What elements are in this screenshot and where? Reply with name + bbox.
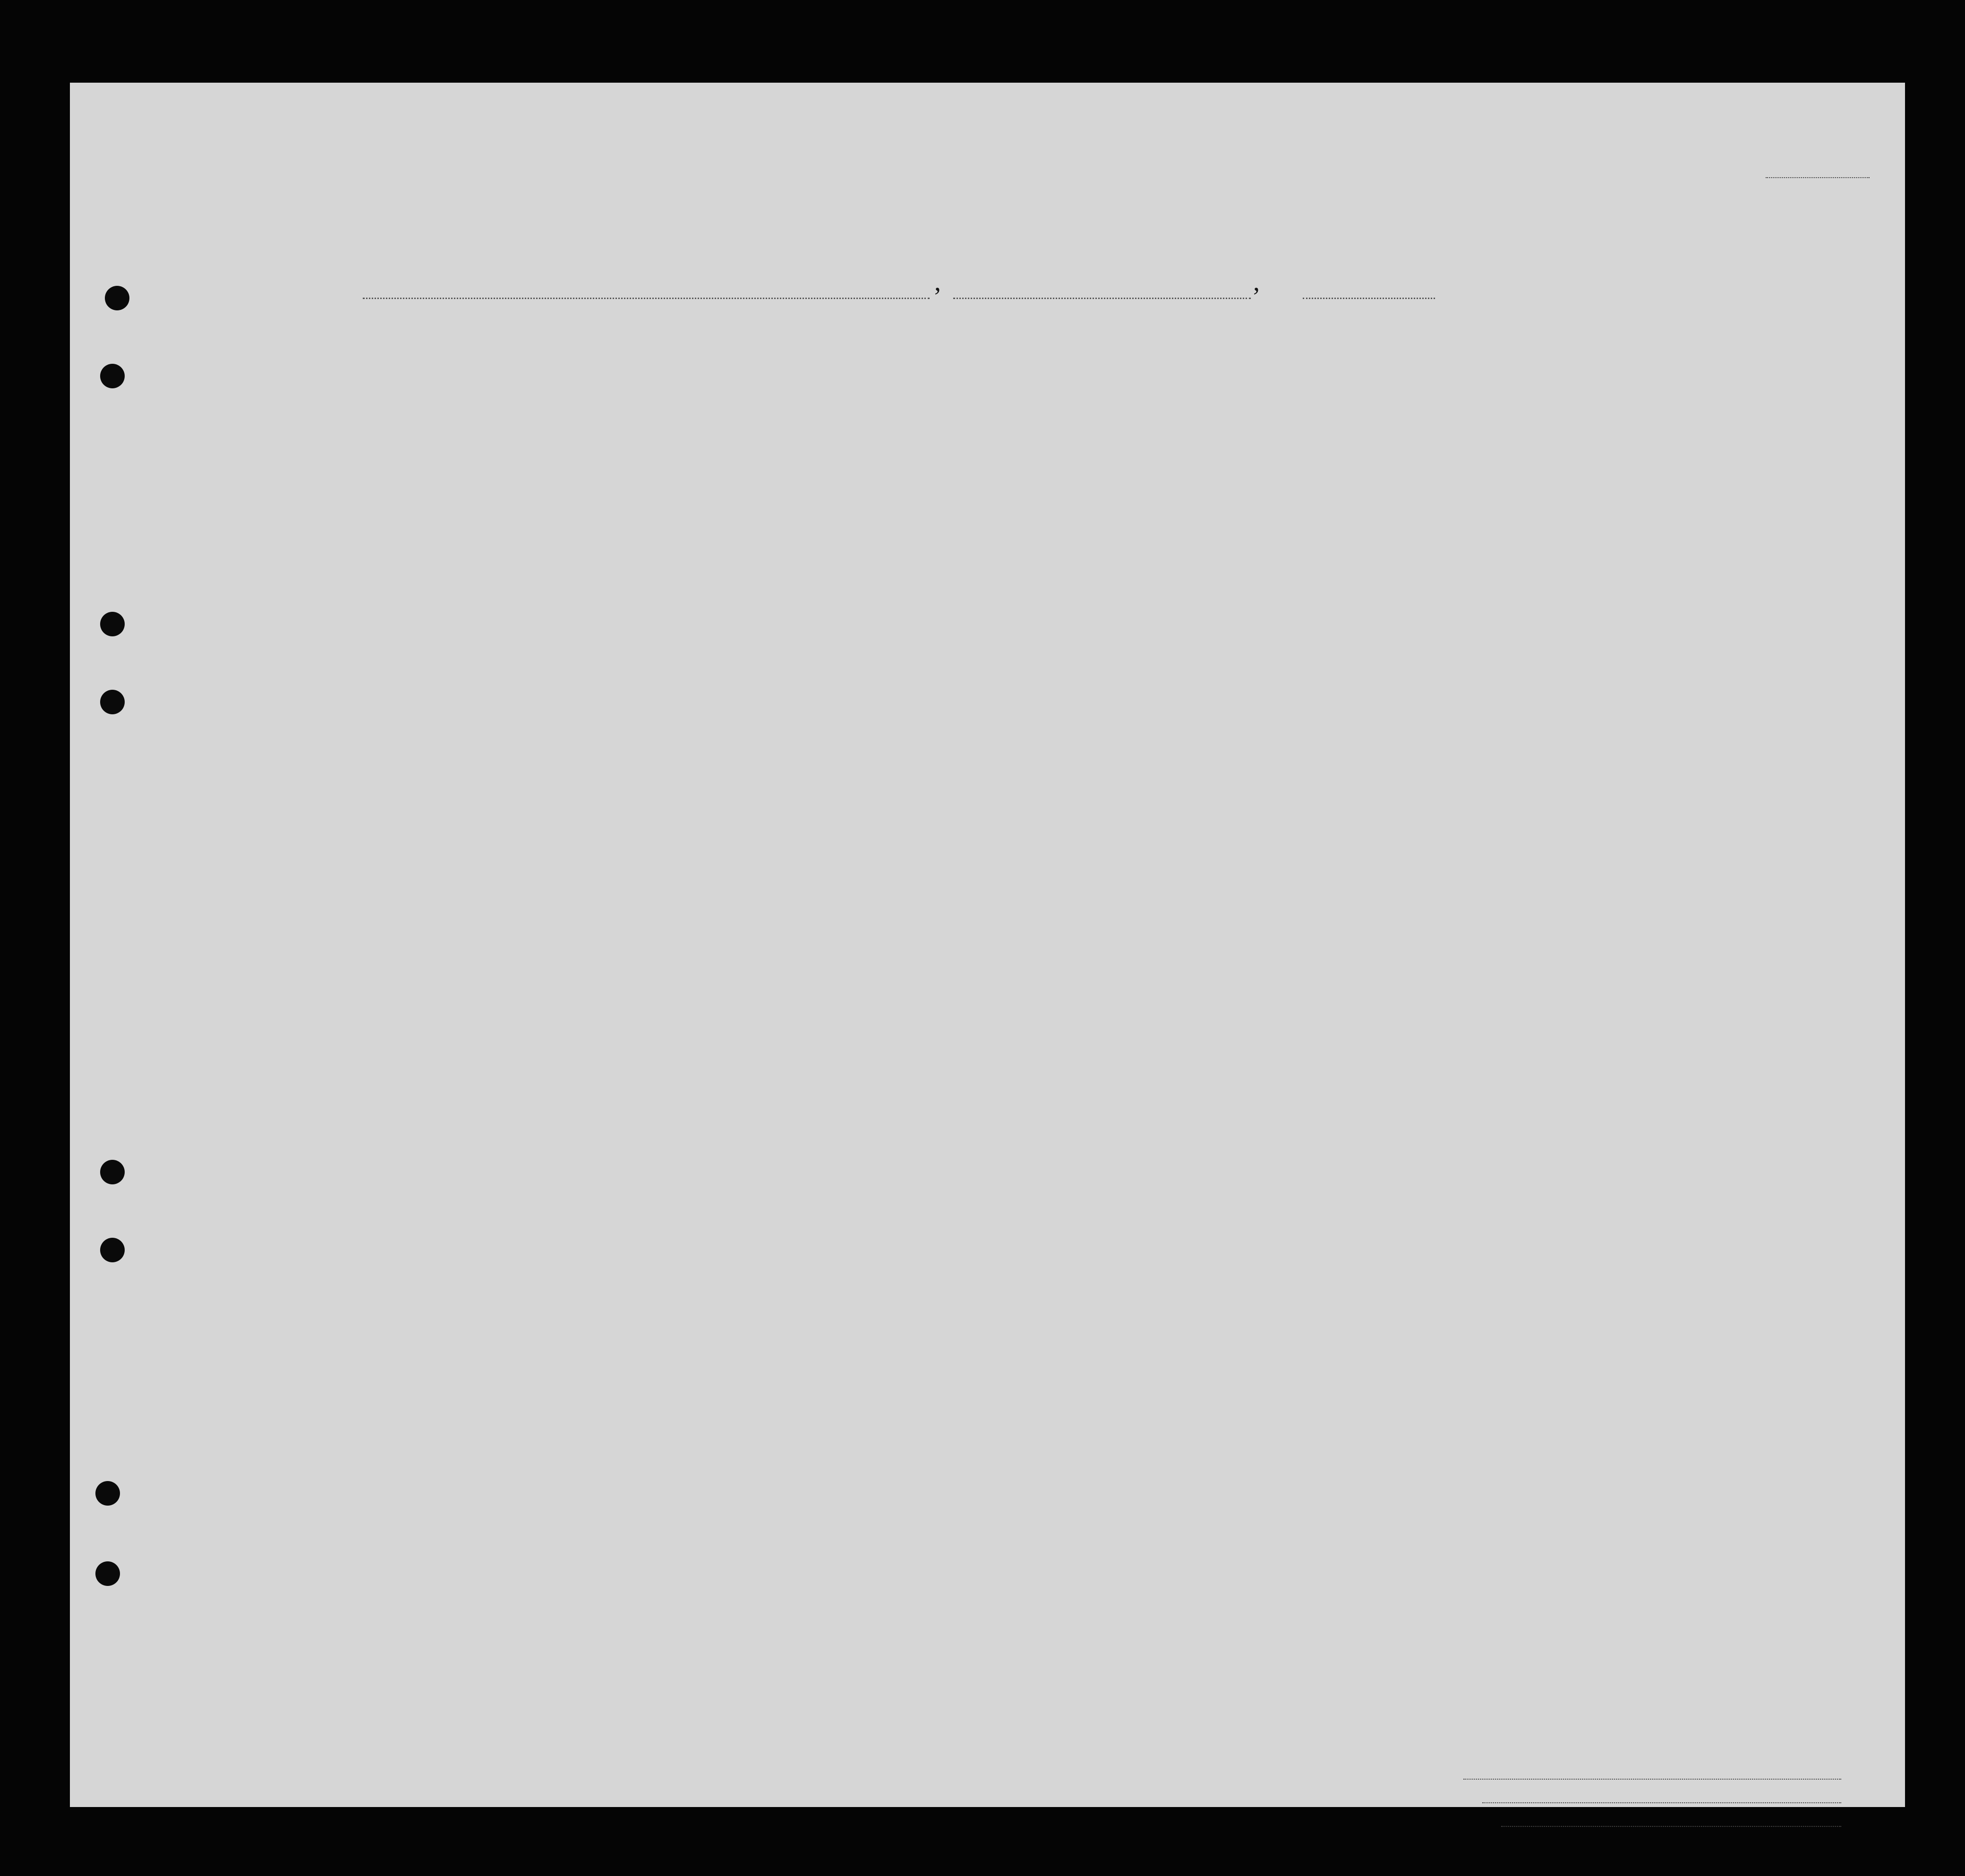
binder-hole (100, 364, 125, 388)
binder-hole (100, 690, 125, 714)
comma-2: , (1253, 267, 1260, 297)
binder-hole (95, 1481, 120, 1506)
table-grid (70, 83, 1905, 1807)
list-number-line (1766, 177, 1870, 178)
port-line (363, 298, 930, 299)
binder-hole (105, 286, 129, 310)
comma: , (934, 267, 941, 297)
year-line (1303, 298, 1435, 299)
binder-hole (100, 612, 125, 636)
date-line (953, 298, 1251, 299)
binder-hole (100, 1160, 125, 1184)
agents-field (1501, 1826, 1841, 1827)
binder-hole (95, 1561, 120, 1586)
line-field (1463, 1779, 1841, 1780)
binder-hole (100, 1238, 125, 1262)
instructions-text (145, 215, 1704, 232)
owners-field (1482, 1802, 1841, 1803)
manifest-sheet (70, 83, 1905, 1807)
